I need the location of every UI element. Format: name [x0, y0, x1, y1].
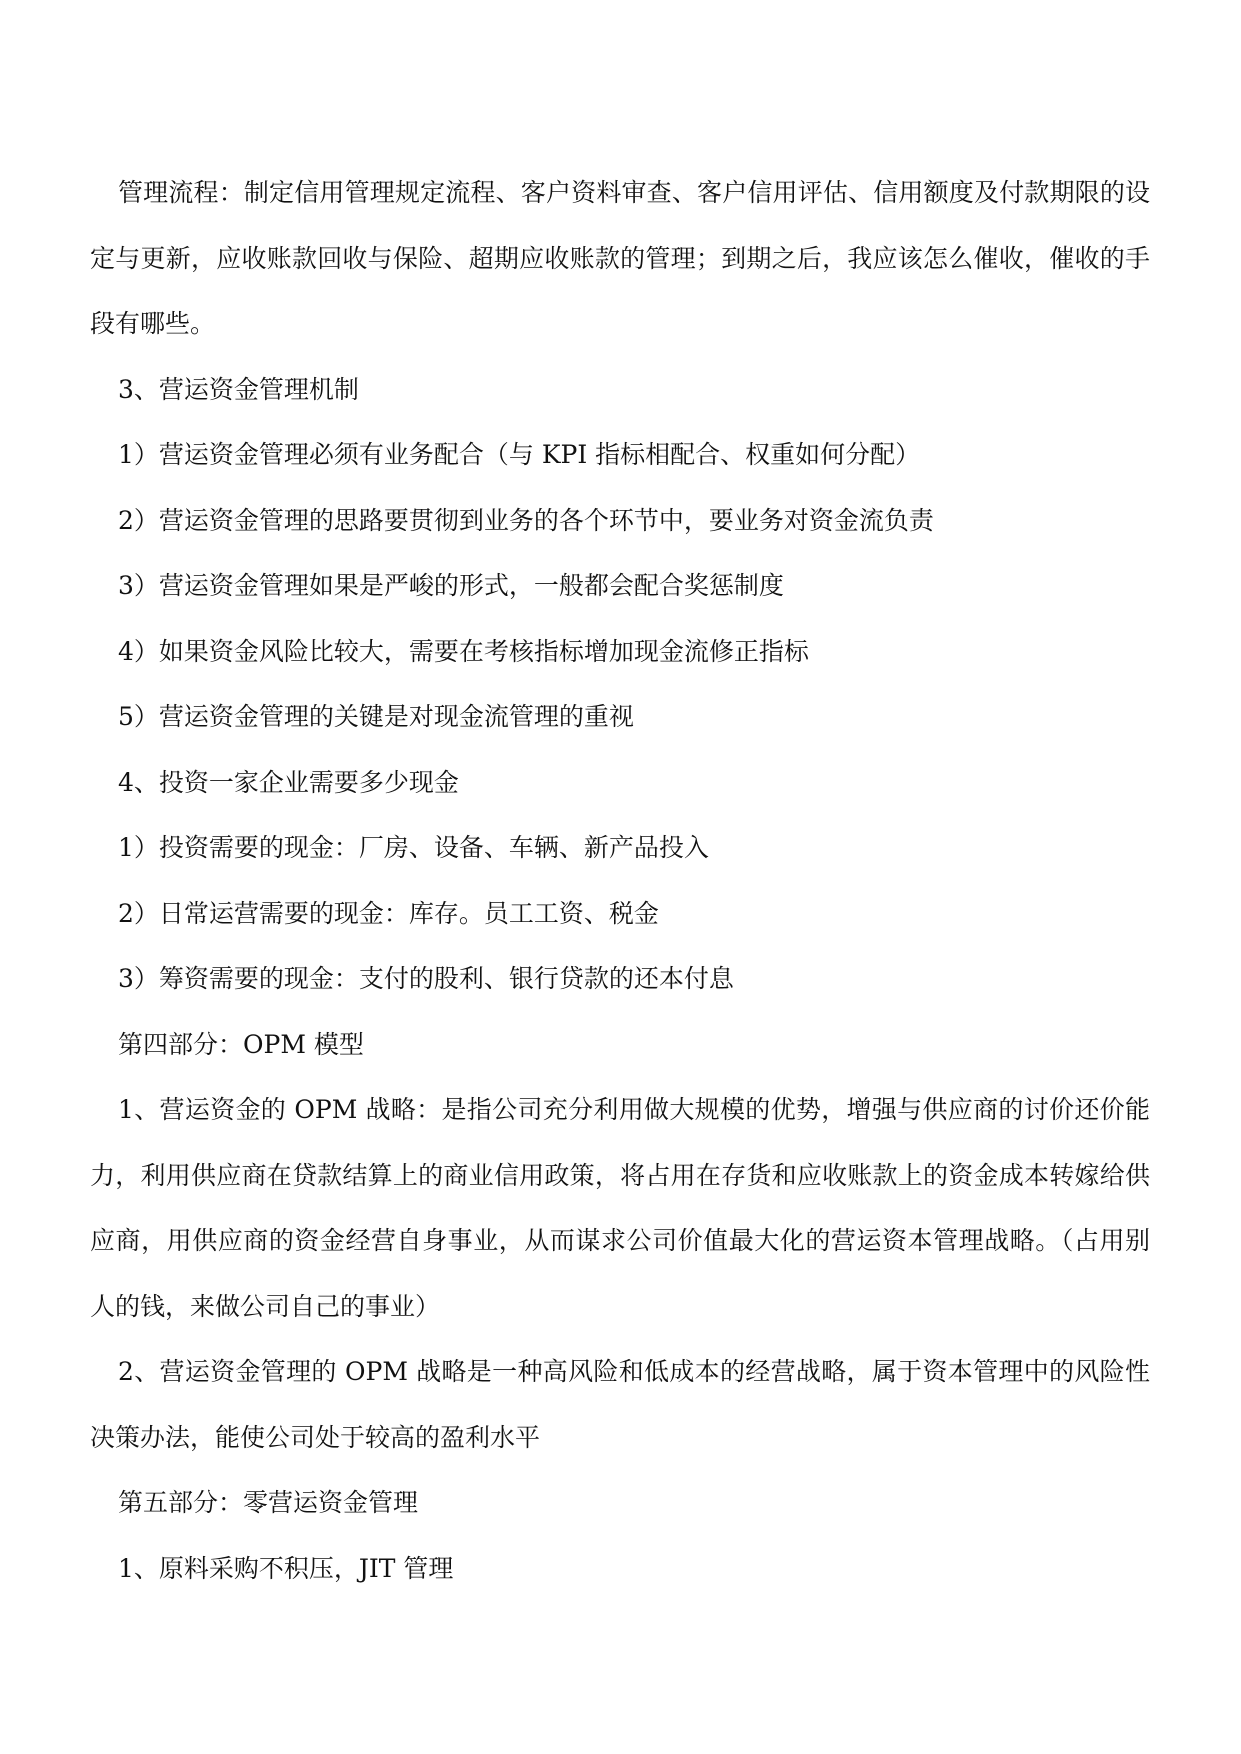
list-item-mechanism-2: 2）营运资金管理的思路要贯彻到业务的各个环节中，要业务对资金流负责	[118, 505, 934, 535]
heading-investment-cash: 4、投资一家企业需要多少现金	[118, 767, 459, 797]
list-item-investment-3: 3）筹资需要的现金：支付的股利、银行贷款的还本付息	[118, 964, 734, 993]
list-item-mechanism-1: 1）营运资金管理必须有业务配合（与 KPI 指标相配合、权重如何分配）	[118, 440, 921, 469]
list-item-mechanism-5: 5）营运资金管理的关键是对现金流管理的重视	[118, 702, 634, 731]
list-item-jit: 1、原料采购不积压，JIT 管理	[118, 1553, 454, 1583]
section-heading-part-four: 第四部分：OPM 模型	[118, 1029, 364, 1059]
list-item-investment-2: 2）日常运营需要的现金：库存。员工工资、税金	[118, 898, 659, 928]
paragraph-opm-strategy-1: 1、营运资金的 OPM 战略：是指公司充分利用做大规模的优势，增强与供应商的讨价还价能力，利用供应商在贷款结算上的商业信用政策，将占用在存货和应收账款上的资金成本转嫁给供应商，用供应商的资金经营自身事业，从而谋求公司价值最大化的营运资本管理战略。（占用别人的钱，来做公司自己的事业）	[90, 1095, 1150, 1321]
list-item-mechanism-3: 3）营运资金管理如果是严峻的形式，一般都会配合奖惩制度	[118, 571, 784, 600]
section-heading-part-five: 第五部分：零营运资金管理	[118, 1488, 419, 1517]
list-item-mechanism-4: 4）如果资金风险比较大，需要在考核指标增加现金流修正指标	[118, 636, 809, 666]
list-item-investment-1: 1）投资需要的现金：厂房、设备、车辆、新产品投入	[118, 833, 709, 862]
paragraph-credit-management-process: 管理流程：制定信用管理规定流程、客户资料审查、客户信用评估、信用额度及付款期限的设定与更新，应收账款回收与保险、超期应收账款的管理；到期之后，我应该怎么催收，催收的手段有哪些。	[90, 178, 1150, 338]
paragraph-opm-strategy-2: 2、营运资金管理的 OPM 战略是一种高风险和低成本的经营战略，属于资本管理中的风险性决策办法，能使公司处于较高的盈利水平	[90, 1357, 1150, 1452]
document-body	[90, 160, 1150, 1601]
heading-working-capital-mechanism: 3、营运资金管理机制	[118, 374, 359, 404]
